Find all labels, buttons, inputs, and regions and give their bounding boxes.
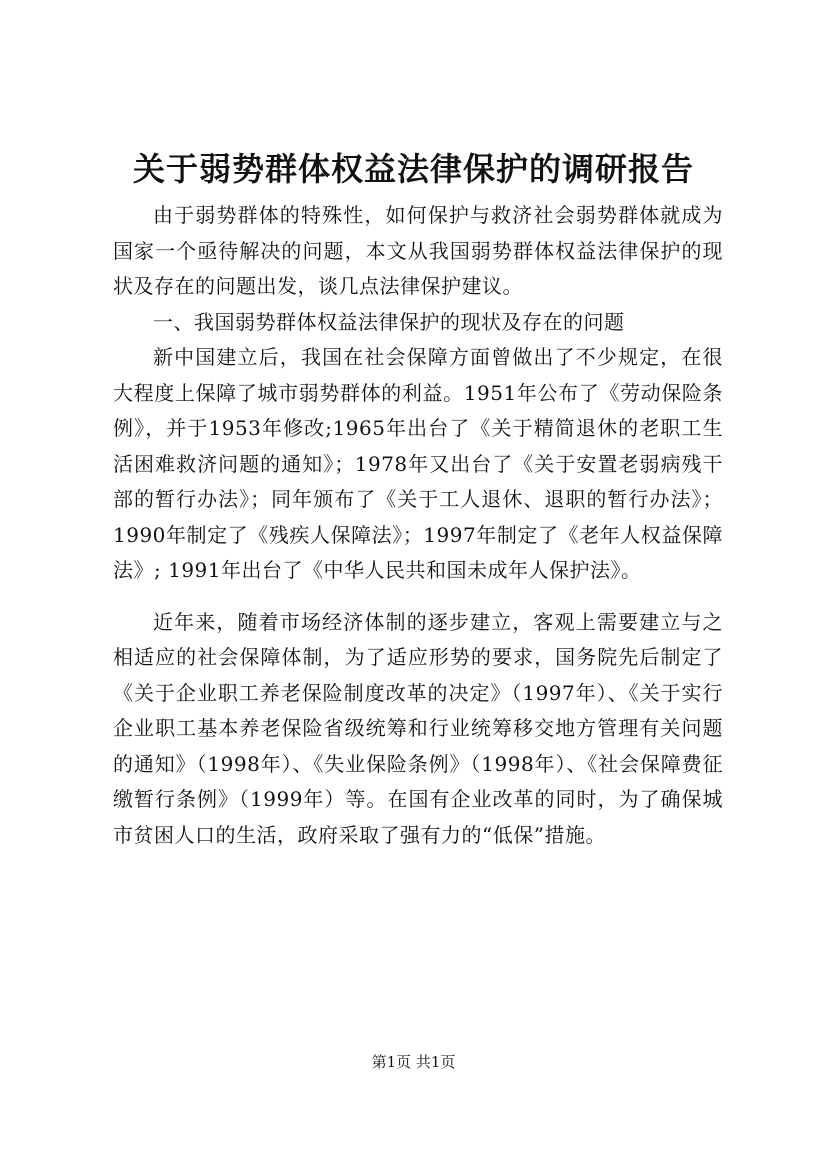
section-heading: 一、我国弱势群体权益法律保护的现状及存在的问题 bbox=[153, 309, 625, 334]
paragraph-recent: 近年来，随着市场经济体制的逐步建立，客观上需要建立与之相适应的社会保障体制，为了适应形势的要求，国务院先后制定了《关于企业职工养老保险制度改革的决定》（1997年）、《关于实行企业职工基本养老保险省级统筹和行业统筹移交地方管理有关问题的通知》（1998年）、《失业保险条例》（1998年）、《社会保障费征缴暂行条例》（1999年）等。在国有企业改革的同时，为了确保城市贫困人口的生活，政府采取了强有力的“低保”措施。 bbox=[113, 609, 723, 847]
paragraph-history: 新中国建立后，我国在社会保障方面曾做出了不少规定，在很大程度上保障了城市弱势群体的利益。1951年公布了《劳动保险条例》，并于1953年修改;1965年出台了《关于精简退休的老职工生活困难救济问题的通知》；1978年又出台了《关于安置老弱病残干部的暂行办法》；同年颁布了《关于工人退休、退职的暂行办法》；1990年制定了《残疾人保障法》；1997年制定了《老年人权益保障法》; 1991年出台了《中华人民共和国未成年人保护法》。 bbox=[113, 345, 723, 582]
paragraph-intro: 由于弱势群体的特殊性，如何保护与救济社会弱势群体就成为国家一个亟待解决的问题，本文从我国弱势群体权益法律保护的现状及存在的问题出发，谈几点法律保护建议。 bbox=[113, 203, 723, 298]
document-body bbox=[113, 198, 723, 853]
document-title: 关于弱势群体权益法律保护的调研报告 bbox=[132, 150, 694, 188]
page-footer: 第1页 共1页 bbox=[371, 1053, 456, 1071]
